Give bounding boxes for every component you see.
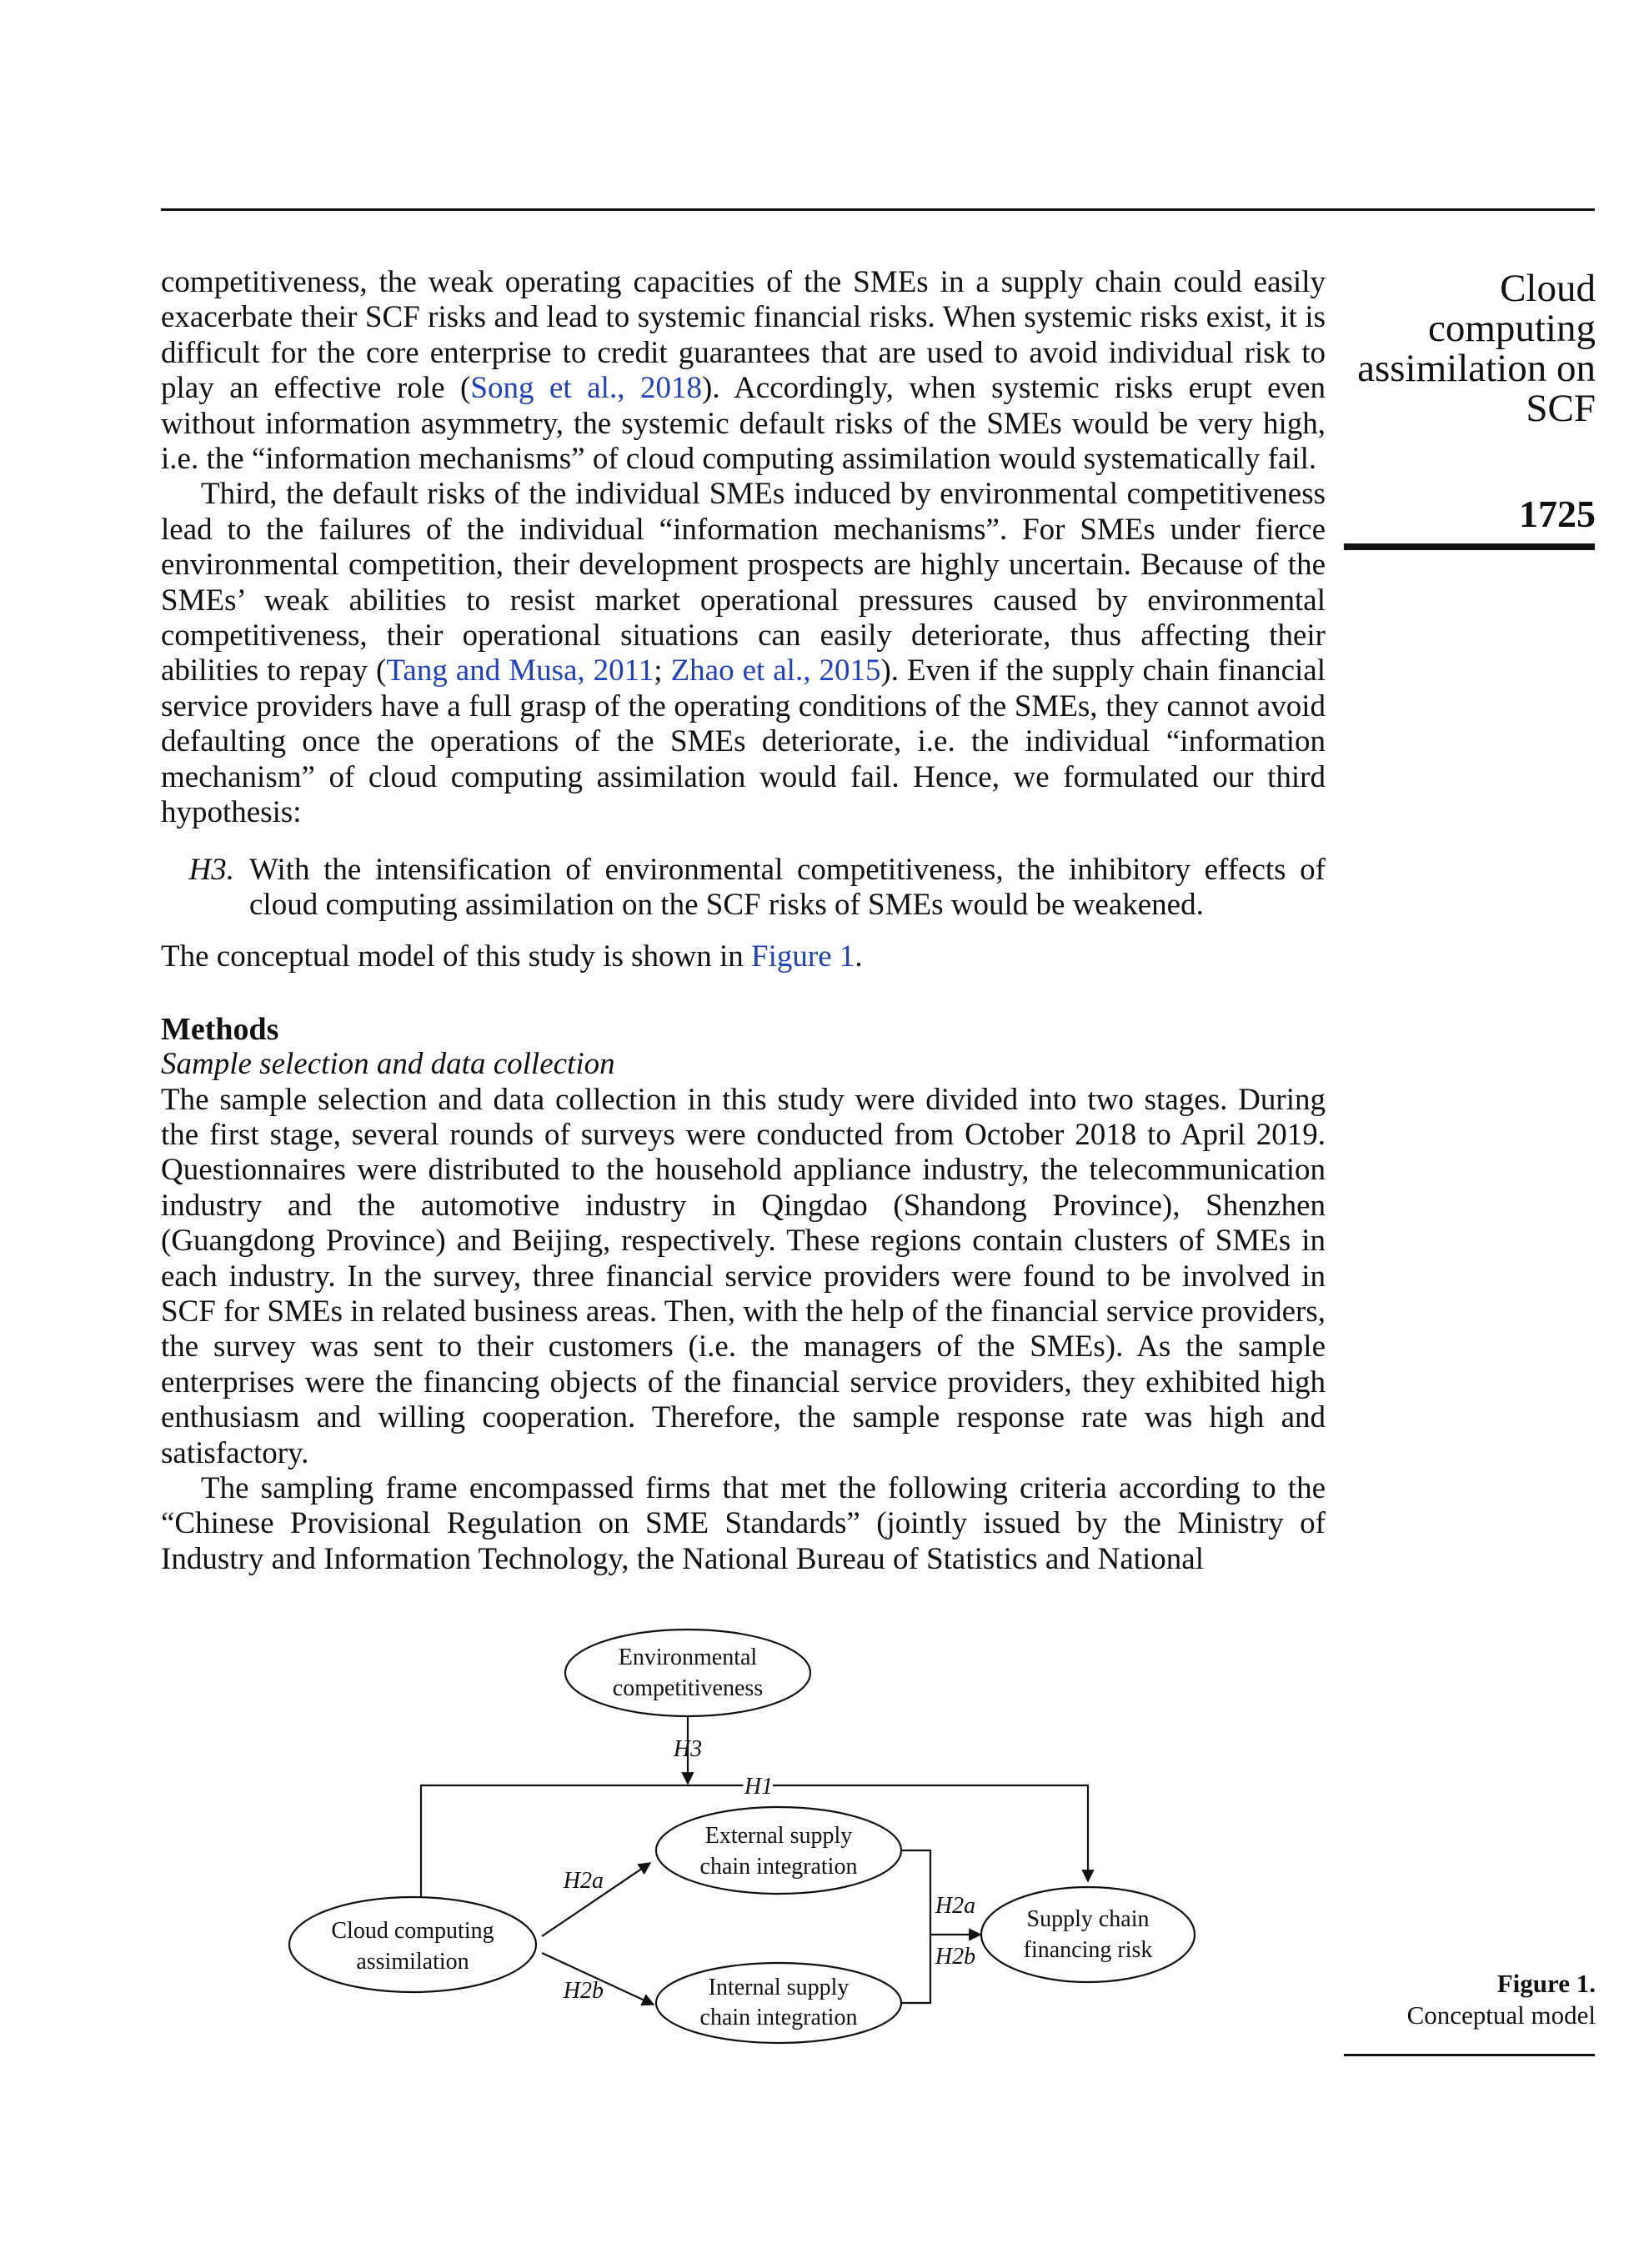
body-text bbox=[161, 265, 1326, 1577]
p2-tail: ). Even if the supply chain financial service providers have a full grasp of the operating conditions of the SMEs, they cannot avoid defaulting once the operations of the SMEs deteriorate, i.e. the individual “information mechanism” of cloud computing assimilation would fail. Hence, we formulated our third hypothesis: bbox=[161, 653, 1326, 830]
label-h3: H3 bbox=[673, 1736, 703, 1762]
hypothesis-text: With the intensification of environmental competitiveness, the inhibitory effects of cloud computing assimilation on the SCF risks of SMEs would be weakened. bbox=[249, 852, 1326, 922]
subsection-heading: Sample selection and data collection bbox=[161, 1047, 615, 1082]
internal-label-2: chain integration bbox=[699, 2005, 858, 2030]
top-rule bbox=[161, 208, 1595, 211]
paragraph-5: The sampling frame encompassed firms that met the following criteria according to the “Chinese Provisional Regulation on SME Standards” (jointly issued by the Ministry of Industry and Information Technology, the National Bureau of Statistics and National bbox=[161, 1471, 1326, 1576]
paragraph-2 bbox=[161, 477, 1326, 830]
node-cloud-computing-assimilation bbox=[289, 1897, 536, 1992]
hypothesis-label: H3. bbox=[188, 852, 234, 887]
paragraph-1 bbox=[161, 265, 1326, 477]
p3-text: The conceptual model of this study is shown in bbox=[161, 939, 752, 974]
environmental-label-2: competitiveness bbox=[612, 1675, 764, 1701]
paragraph-3 bbox=[161, 939, 1326, 974]
external-label-1: External supply bbox=[704, 1823, 853, 1849]
running-title-line: SCF bbox=[1526, 387, 1596, 430]
node-environmental-competitiveness bbox=[565, 1630, 810, 1716]
p2-separator: ; bbox=[654, 653, 671, 688]
running-title-line: computing bbox=[1427, 307, 1596, 350]
conceptual-model-diagram bbox=[283, 1613, 1200, 2046]
hypothesis-h3 bbox=[161, 853, 1326, 924]
bracket-external bbox=[900, 1850, 930, 1906]
risk-label-1: Supply chain bbox=[1026, 1906, 1150, 1932]
label-h2a-right: H2a bbox=[935, 1893, 976, 1919]
paragraph-4: The sample selection and data collection in this study were divided into two stages. During the first stage, several rounds of surveys were conducted from October 2018 to April 2019. Questionnaires were distributed to the household appliance industry, the telecommunication industry and the automotive industry in Qingdao (Shandong Province), Shenzhen (Guangdong Province) and Beijing, respectively. These regions contain clusters of SMEs in each industry. In the survey, three financial service providers were found to be involved in SCF for SMEs in related business areas. Then, with the help of the financial service providers, the survey was sent to their customers (i.e. the managers of the SMEs). As the sample enterprises were the financing objects of the financial service providers, they exhibited high enthusiasm and willing cooperation. Therefore, the sample response rate was high and satisfactory. bbox=[161, 1082, 1326, 1470]
figure-caption: Conceptual model bbox=[1406, 2000, 1596, 2030]
running-title bbox=[1312, 268, 1596, 428]
cloud-label-2: assimilation bbox=[356, 1949, 469, 1975]
citation-zhao[interactable]: Zhao et al., 2015 bbox=[670, 653, 881, 688]
node-external-integration bbox=[656, 1807, 901, 1894]
p1-text: competitiveness, the weak operating capacities of the SMEs in a supply chain could easily exacerbate their SCF risks and lead to systemic financial risks. When systemic risks exist, it is difficult for the core enterprise to credit guarantees that are used to avoid individual risk to play an effective role ( bbox=[161, 265, 1326, 406]
internal-label-1: Internal supply bbox=[708, 1975, 850, 2000]
section-heading: Methods bbox=[161, 1011, 279, 1047]
label-h2b-right: H2b bbox=[935, 1944, 976, 1970]
label-h2a-left: H2a bbox=[563, 1868, 604, 1894]
p2-text: Third, the default risks of the individual SMEs induced by environmental competitiveness lead to the failures of the individual “information mechanisms”. For SMEs under fierce environmental competition, their development prospects are highly uncertain. Because of the SMEs’ weak abilities to resist market operational pressures caused by environmental competitiveness, their operational situations can easily deteriorate, thus affecting their abilities to repay ( bbox=[161, 477, 1326, 688]
citation-tang-musa[interactable]: Tang and Musa, 2011 bbox=[386, 653, 654, 688]
running-title-line: assimilation on bbox=[1357, 347, 1596, 390]
environmental-label-1: Environmental bbox=[618, 1645, 758, 1670]
node-supply-chain-financing-risk bbox=[981, 1887, 1195, 1982]
p3-tail: . bbox=[855, 939, 863, 974]
citation-song[interactable]: Song et al., 2018 bbox=[470, 371, 703, 406]
figure-1-link[interactable]: Figure 1 bbox=[751, 939, 855, 974]
bracket-internal bbox=[900, 1963, 930, 2003]
cloud-label-1: Cloud computing bbox=[331, 1918, 494, 1944]
page-number-rule bbox=[1344, 543, 1595, 550]
page-number: 1725 bbox=[1519, 493, 1596, 535]
external-label-2: chain integration bbox=[699, 1854, 858, 1880]
label-h2b-left: H2b bbox=[563, 1978, 604, 2004]
p1-tail: ). Accordingly, when systemic risks erupt even without information asymmetry, the systemic default risks of the SMEs would be very high, i.e. the “information mechanisms” of cloud computing assimilation would systematically fail. bbox=[161, 371, 1326, 477]
figure-number: Figure 1. bbox=[1496, 1969, 1596, 1998]
running-title-line: Cloud bbox=[1500, 267, 1596, 310]
figure-caption-rule bbox=[1344, 2054, 1595, 2056]
risk-label-2: financing risk bbox=[1023, 1937, 1153, 1963]
label-h1: H1 bbox=[744, 1774, 774, 1800]
